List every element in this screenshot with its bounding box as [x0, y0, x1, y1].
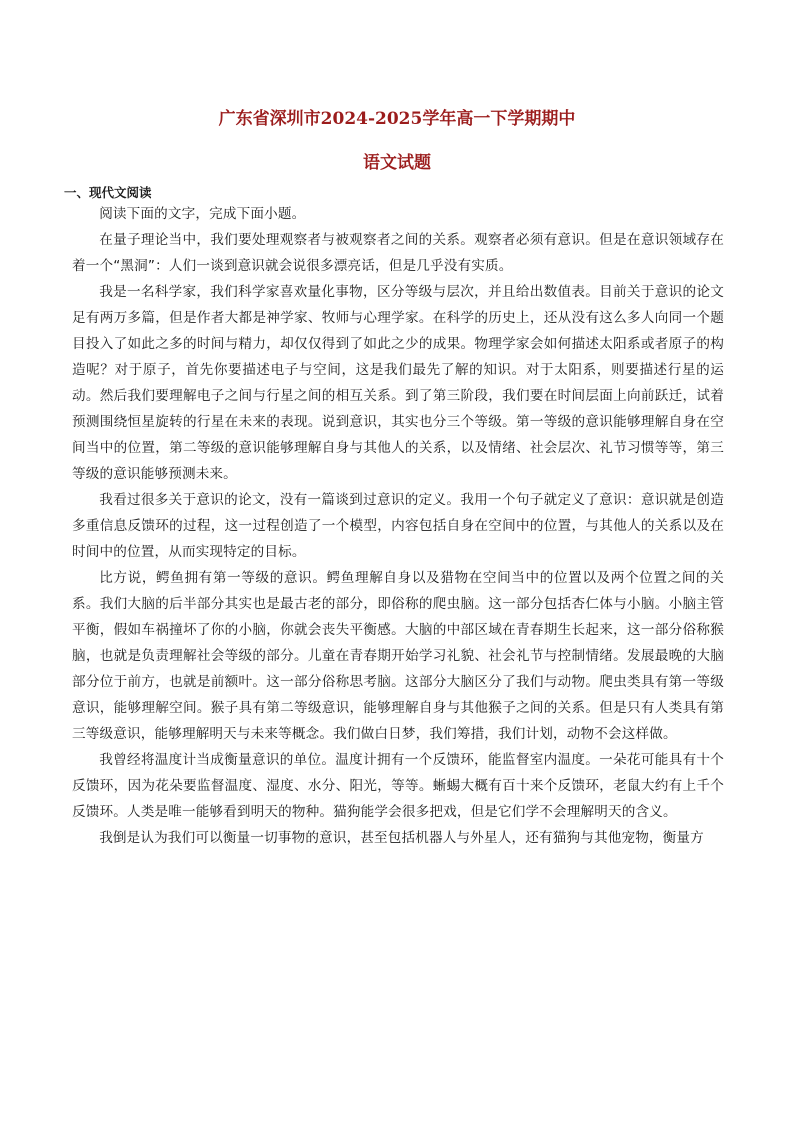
reading-passage: [72, 201, 724, 851]
paragraph: 比方说，鳄鱼拥有第一等级的意识。鳄鱼理解自身以及猎物在空间当中的位置以及两个位置之间的关系。我们大脑的后半部分其实也是最古老的部分，即俗称的爬虫脑。这一部分包括杏仁体与小脑。小脑主管平衡，假如车祸撞坏了你的小脑，你就会丧失平衡感。大脑的中部区域在青春期生长起来，这一部分俗称猴脑，也就是负责理解社会等级的部分。儿童在青春期开始学习礼貌、社会礼节与控制情绪。发展最晚的大脑部分位于前方，也就是前额叶。这一部分俗称思考脑。这部分大脑区分了我们与动物。爬虫类具有第一等级意识，能够理解空间。猴子具有第二等级意识，能够理解自身与其他猴子之间的关系。但是只有人类具有第三等级意识，能够理解明天与未来等概念。我们做白日梦，我们筹措，我们计划，动物不会这样做。: [72, 570, 724, 742]
paragraph-instruction: 阅读下面的文字，完成下面小题。: [99, 206, 306, 222]
paragraph: 我看过很多关于意识的论文，没有一篇谈到过意识的定义。我用一个句子就定义了意识：意识就是创造多重信息反馈环的过程，这一过程创造了一个模型，内容包括自身在空间中的位置，与其他人的关系以及在时间中的位置，从而实现特定的目标。: [72, 492, 724, 560]
section-heading: 一、现代文阅读: [64, 185, 152, 200]
paragraph: 我是一名科学家，我们科学家喜欢量化事物，区分等级与层次，并且给出数值表。目前关于意识的论文足有两万多篇，但是作者大都是神学家、牧师与心理学家。在科学的历史上，还从没有这么多人向同一个题目投入了如此之多的时间与精力，却仅仅得到了如此之少的成果。物理学家会如何描述太阳系或者原子的构造呢？对于原子，首先你要描述电子与空间，这是我们最先了解的知识。对于太阳系，则要描述行星的运动。然后我们要理解电子之间与行星之间的相互关系。到了第三阶段，我们要在时间层面上向前跃迁，试着预测围绕恒星旋转的行星在未来的表现。说到意识，其实也分三个等级。第一等级的意识能够理解自身在空间当中的位置，第二等级的意识能够理解自身与其他人的关系，以及情绪、社会层次、礼节习惯等等，第三等级的意识能够预测未来。: [72, 284, 724, 482]
document-title: 广东省深圳市2024-2025学年高一下学期期中: [218, 109, 576, 129]
paragraph: 我倒是认为我们可以衡量一切事物的意识，甚至包括机器人与外星人，还有猫狗与其他宠物，衡量方: [99, 830, 704, 846]
paragraph: 我曾经将温度计当成衡量意识的单位。温度计拥有一个反馈环，能监督室内温度。一朵花可能具有十个反馈环，因为花朵要监督温度、湿度、水分、阳光，等等。蜥蜴大概有百十来个反馈环，老鼠大约有上千个反馈环。人类是唯一能够看到明天的物种。猫狗能学会很多把戏，但是它们学不会理解明天的含义。: [72, 752, 724, 820]
document-subtitle: 语文试题: [363, 153, 431, 173]
paragraph: 在量子理论当中，我们要处理观察者与被观察者之间的关系。观察者必须有意识。但是在意识领域存在着一个“黑洞”：人们一谈到意识就会说很多漂亮话，但是几乎没有实质。: [72, 232, 724, 274]
